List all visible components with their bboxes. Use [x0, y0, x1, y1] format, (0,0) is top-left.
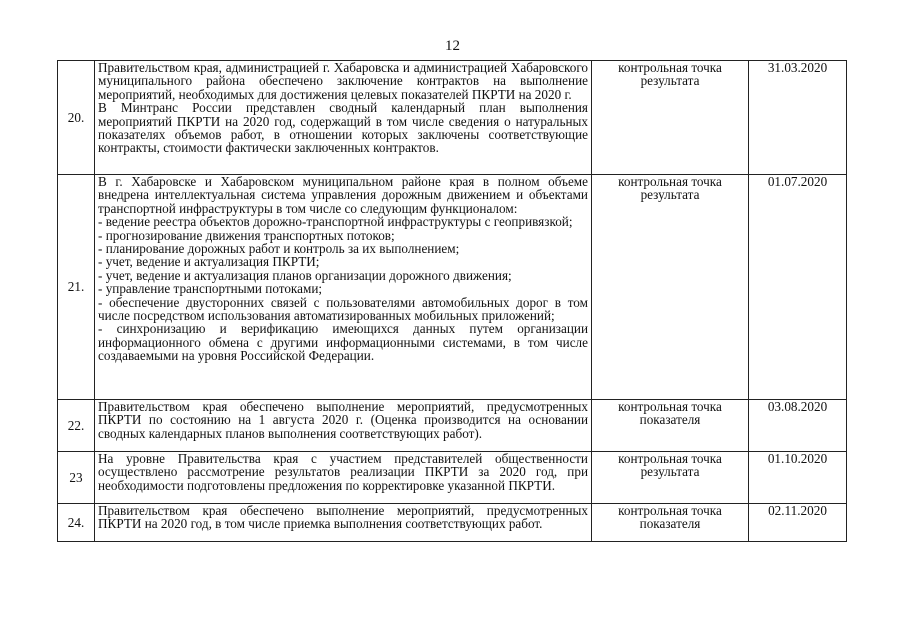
row-checkpoint-type: контрольная точка результата [592, 61, 749, 175]
row-date: 01.07.2020 [749, 175, 847, 400]
plan-table [57, 60, 847, 542]
row-date: 02.11.2020 [749, 504, 847, 542]
row-date: 03.08.2020 [749, 400, 847, 452]
table-row [58, 175, 847, 400]
row-description: В г. Хабаровске и Хабаровском муниципальном районе края в полном объеме внедрена интеллектуальная система управления дорожным движением и объектами транспортной инфраструктуры в том числе со следующим функционалом: - ведение реестра объектов дорожно-транспортной инфраструктуры с геопривязкой; - прогнозирование движения транспортных потоков; - планирование дорожных работ и контроль за их выполнением; - учет, ведение и актуализация ПКРТИ; - учет, ведение и актуализация планов организации дорожного движения; - управление транспортными потоками; - обеспечение двусторонних связей с пользователями автомобильных дорог в том числе посредством использования автоматизированных мобильных приложений; - синхронизацию и верификацию имеющихся данных путем организации информационного обмена с другими информационными системами, в том числе создаваемыми на уровня Российской Федерации. [95, 175, 592, 400]
row-description: На уровне Правительства края с участием представителей общественности осуществлено рассмотрение результатов реализации ПКРТИ за 2020 год, при необходимости подготовлены предложения по корректировке указанной ПКРТИ. [95, 452, 592, 504]
table-row [58, 504, 847, 542]
row-description: Правительством края обеспечено выполнение мероприятий, предусмотренных ПКРТИ на 2020 год, в том числе приемка выполнения соответствующих работ. [95, 504, 592, 542]
row-number: 20. [58, 61, 95, 175]
row-checkpoint-type: контрольная точка результата [592, 175, 749, 400]
row-checkpoint-type: контрольная точка показателя [592, 504, 749, 542]
table-row [58, 400, 847, 452]
row-number: 24. [58, 504, 95, 542]
row-description: Правительством края обеспечено выполнение мероприятий, предусмотренных ПКРТИ по состоянию на 1 августа 2020 г. (Оценка производится на основании сводных календарных планов выполнения соответствующих работ). [95, 400, 592, 452]
row-checkpoint-type: контрольная точка результата [592, 452, 749, 504]
row-number: 21. [58, 175, 95, 400]
row-number: 22. [58, 400, 95, 452]
row-date: 01.10.2020 [749, 452, 847, 504]
table-row [58, 452, 847, 504]
row-number: 23 [58, 452, 95, 504]
table-row [58, 61, 847, 175]
page-number: 12 [445, 38, 460, 54]
row-checkpoint-type: контрольная точка показателя [592, 400, 749, 452]
row-date: 31.03.2020 [749, 61, 847, 175]
row-description: Правительством края, администрацией г. Хабаровска и администрацией Хабаровского муниципального района обеспечено заключение контрактов на выполнение мероприятий, необходимых для достижения целевых показателей ПКРТИ на 2020 г. В Минтранс России представлен сводный календарный план выполнения мероприятий ПКРТИ на 2020 год, содержащий в том числе сведения о натуральных показателях объемов работ, в отношении которых заключены соответствующие контракты, стоимости фактически заключенных контрактов. [95, 61, 592, 175]
